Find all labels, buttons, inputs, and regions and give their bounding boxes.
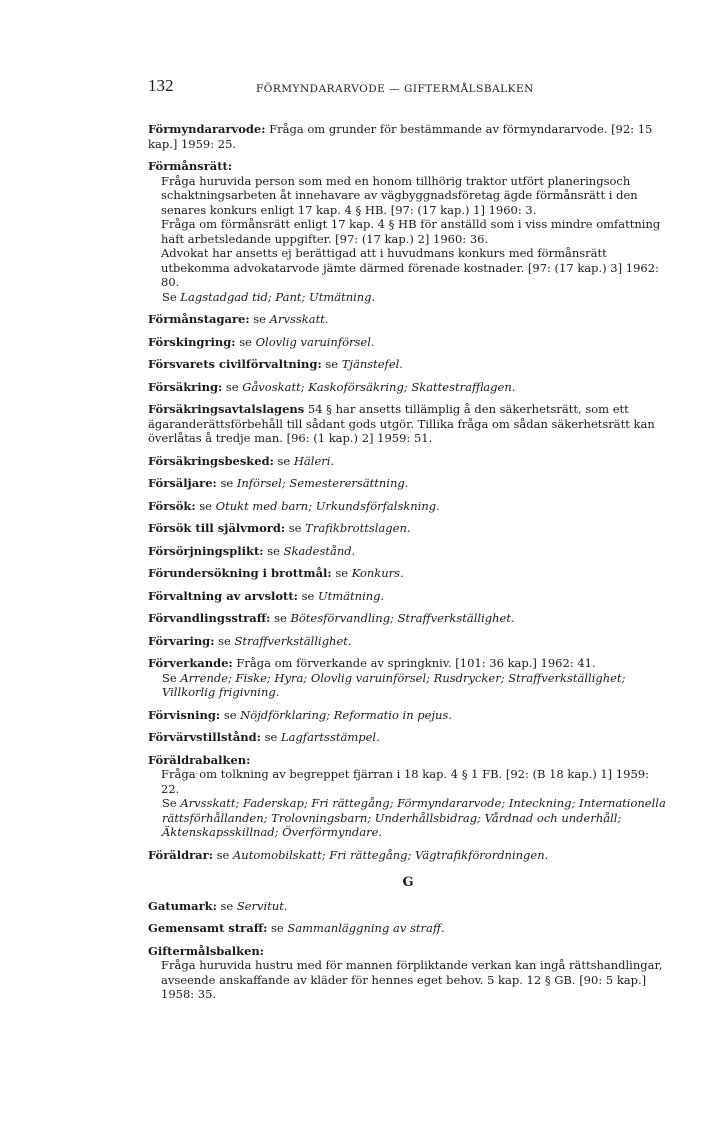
entry-giftermalsbalken — [148, 944, 668, 1002]
see-references: Olovlig varuinförsel. — [255, 334, 375, 349]
see-word: se — [335, 566, 349, 580]
entry-formanstagare — [148, 312, 668, 327]
entry-term: Försvarets civilförvaltning: — [148, 357, 322, 371]
see-label: Se — [162, 670, 177, 685]
see-word: se — [267, 543, 280, 558]
see-word: se — [288, 521, 302, 535]
entry-term: Gatumark: — [148, 898, 217, 913]
see-word: se — [274, 611, 287, 625]
see-word: se — [216, 847, 230, 862]
entry-forsok — [148, 499, 668, 514]
entry-term: Försök till självmord: — [148, 521, 286, 535]
see-references: Straffverkställighet. — [234, 633, 352, 648]
section-letter-g: G — [402, 875, 414, 890]
see-references: Arvsskatt. — [269, 312, 329, 326]
entry-see-also — [148, 671, 668, 700]
entry-paragraph: Fråga huruvida hustru med för mannen förpliktande verkan kan ingå rättshandlingar, avseende anskaffande av kläder för hennes eget behov. 5 kap. 12 § GB. [90: 5 kap.] 1958: 35. — [161, 958, 663, 1001]
see-label: Se — [162, 796, 177, 810]
entry-forvaring — [148, 634, 668, 649]
entry-term: Förverkande: — [148, 656, 233, 670]
entry-forvarvstillstand — [148, 730, 668, 745]
entry-text: Fråga om förverkande av springkniv. [101: 36 kap.] 1962: 41. — [236, 656, 596, 670]
entry-gatumark — [148, 899, 668, 914]
see-references: Gåvoskatt; Kaskoförsäkring; Skattestrafflagen. — [242, 379, 516, 394]
entry-term: Förmånstagare: — [148, 312, 250, 326]
entry-forsaljare — [148, 476, 668, 491]
page-header — [148, 76, 668, 99]
entry-term: Försäkringsavtalslagens — [148, 402, 305, 416]
entry-forsakringsavtalslagens — [148, 402, 668, 446]
entry-forskingring — [148, 335, 668, 350]
see-word: se — [220, 476, 234, 490]
entry-term: Förvaring: — [148, 633, 215, 648]
entry-forsakring — [148, 380, 668, 395]
entry-term: Förvärvstillstånd: — [148, 730, 261, 744]
see-references: Trafikbrottslagen. — [305, 521, 411, 535]
entry-term: Försörjningsplikt: — [148, 543, 264, 558]
see-references: Häleri. — [293, 453, 335, 468]
entry-term: Gemensamt straff: — [148, 921, 268, 935]
see-references: Lagstadgad tid; Pant; Utmätning. — [180, 289, 376, 304]
entry-term: Försäkringsbesked: — [148, 453, 274, 468]
see-word: se — [271, 921, 284, 935]
see-word: se — [325, 357, 339, 371]
see-label: Se — [162, 289, 177, 304]
see-references: Arvsskatt; Faderskap; Fri rättegång; Förmyndararvode; Inteckning; Internationella rättsförhållanden; Trolovningsbarn; Underhållsbidrag; Vårdnad och underhåll; Äktenskapsskillnad; Överförmyndare. — [162, 796, 666, 839]
entry-foraldrar — [148, 848, 668, 863]
entry-forsorjningsplikt — [148, 544, 668, 559]
entry-term: Försäkring: — [148, 379, 223, 394]
see-word: se — [225, 379, 239, 394]
entry-foraldrabalken — [148, 753, 668, 840]
entry-gemensamt-straff — [148, 921, 668, 936]
entry-term: Giftermålsbalken: — [148, 943, 265, 958]
see-references: Bötesförvandling; Straffverkställighet. — [290, 611, 515, 625]
see-references: Lagfartsstämpel. — [280, 730, 380, 744]
entry-term: Förskingring: — [148, 334, 236, 349]
see-references: Arrende; Fiske; Hyra; Olovlig varuinförsel; Rusdrycker; Straffverkställighet; Villkorlig frigivning. — [162, 670, 626, 699]
see-references: Sammanläggning av straff. — [287, 921, 445, 935]
entry-term: Försök: — [148, 498, 196, 513]
see-references: Skadestånd. — [283, 543, 356, 558]
entry-formyndararvode — [148, 122, 668, 151]
see-references: Konkurs. — [351, 566, 404, 580]
entry-forvandlingsstraff — [148, 611, 668, 626]
see-word: se — [301, 588, 315, 603]
entry-term: Förvandlingsstraff: — [148, 611, 271, 625]
see-word: se — [264, 730, 278, 744]
entry-text: 54 § har ansetts tillämplig å den säkerhetsrätt, som ett ägaranderättsförbehåll till sådant gods utgör. Tillika fråga om sådan säkerhetsrätt kan överlåtas å tredje man. [96: (1 kap.) 2] 1959: 51. — [148, 402, 655, 445]
see-references: Servitut. — [236, 898, 288, 913]
entry-term: Föräldrabalken: — [148, 752, 251, 767]
running-head: FÖRMYNDARARVODE — GIFTERMÅLSBALKEN — [256, 83, 534, 95]
entry-paragraph: Fråga om tolkning av begreppet fjärran i 18 kap. 4 § 1 FB. [92: (B 18 kap.) 1] 1959: 22. — [161, 767, 649, 796]
entry-see-also — [148, 796, 668, 840]
entry-forundersokning — [148, 566, 668, 581]
see-references: Automobilskatt; Fri rättegång; Vägtrafikförordningen. — [232, 847, 549, 862]
entry-forvisning — [148, 708, 668, 723]
see-references: Otukt med barn; Urkundsförfalskning. — [215, 498, 440, 513]
entry-paragraph: Advokat har ansetts ej berättigad att i huvudmans konkurs med förmånsrätt utbekomma advokatarvode jämte därmed förenade kostnader. [97: (17 kap.) 3] 1962: 80. — [161, 246, 659, 289]
see-word: se — [239, 334, 252, 349]
see-word: se — [199, 498, 212, 513]
entry-term: Förmånsrätt: — [148, 159, 233, 173]
see-references: Införsel; Semesterersättning. — [236, 476, 409, 490]
page-number: 132 — [148, 76, 174, 95]
see-word: se — [223, 707, 237, 722]
entry-term: Förvisning: — [148, 707, 221, 722]
entry-forverkande — [148, 656, 668, 700]
entry-paragraph: Fråga huruvida person som med en honom tillhörig traktor utfört planeringsoch schaktningsarbeten åt innehavare av vägbyggnadsföretag ägde förmånsrätt i den senares konkurs enligt 17 kap. 4 § HB. [97: (17 kap.) 1] 1960: 3. — [161, 173, 638, 217]
index-entries — [148, 122, 668, 1010]
see-word: se — [253, 312, 266, 326]
see-word: se — [220, 898, 234, 913]
see-references: Utmätning. — [317, 588, 385, 603]
entry-forsvarets-civilforvaltning — [148, 357, 668, 372]
entry-forsakringsbesked — [148, 454, 668, 469]
entry-term: Förmyndararvode: — [148, 122, 266, 136]
entry-paragraph: Fråga om förmånsrätt enligt 17 kap. 4 § HB för anställd som i viss mindre omfattning haft arbetsledande uppgifter. [97: (17 kap.) 2] 1960: 36. — [161, 217, 661, 246]
entry-forvaltning — [148, 589, 668, 604]
entry-forsok-till-sjalvmord — [148, 521, 668, 536]
entry-term: Försäljare: — [148, 476, 217, 490]
entry-see-also — [148, 290, 668, 305]
see-word: se — [218, 633, 231, 648]
entry-term: Föräldrar: — [148, 847, 213, 862]
entry-text: Fråga om grunder för bestämmande av förmyndararvode. [92: 15 kap.] 1959: 25. — [148, 122, 653, 151]
entry-formansratt — [148, 159, 668, 304]
entry-term: Förundersökning i brottmål: — [148, 566, 332, 580]
entry-term: Förvaltning av arvslott: — [148, 588, 298, 603]
see-references: Nöjdförklaring; Reformatio in pejus. — [240, 707, 452, 722]
see-word: se — [277, 453, 291, 468]
see-references: Tjänstefel. — [341, 357, 403, 371]
